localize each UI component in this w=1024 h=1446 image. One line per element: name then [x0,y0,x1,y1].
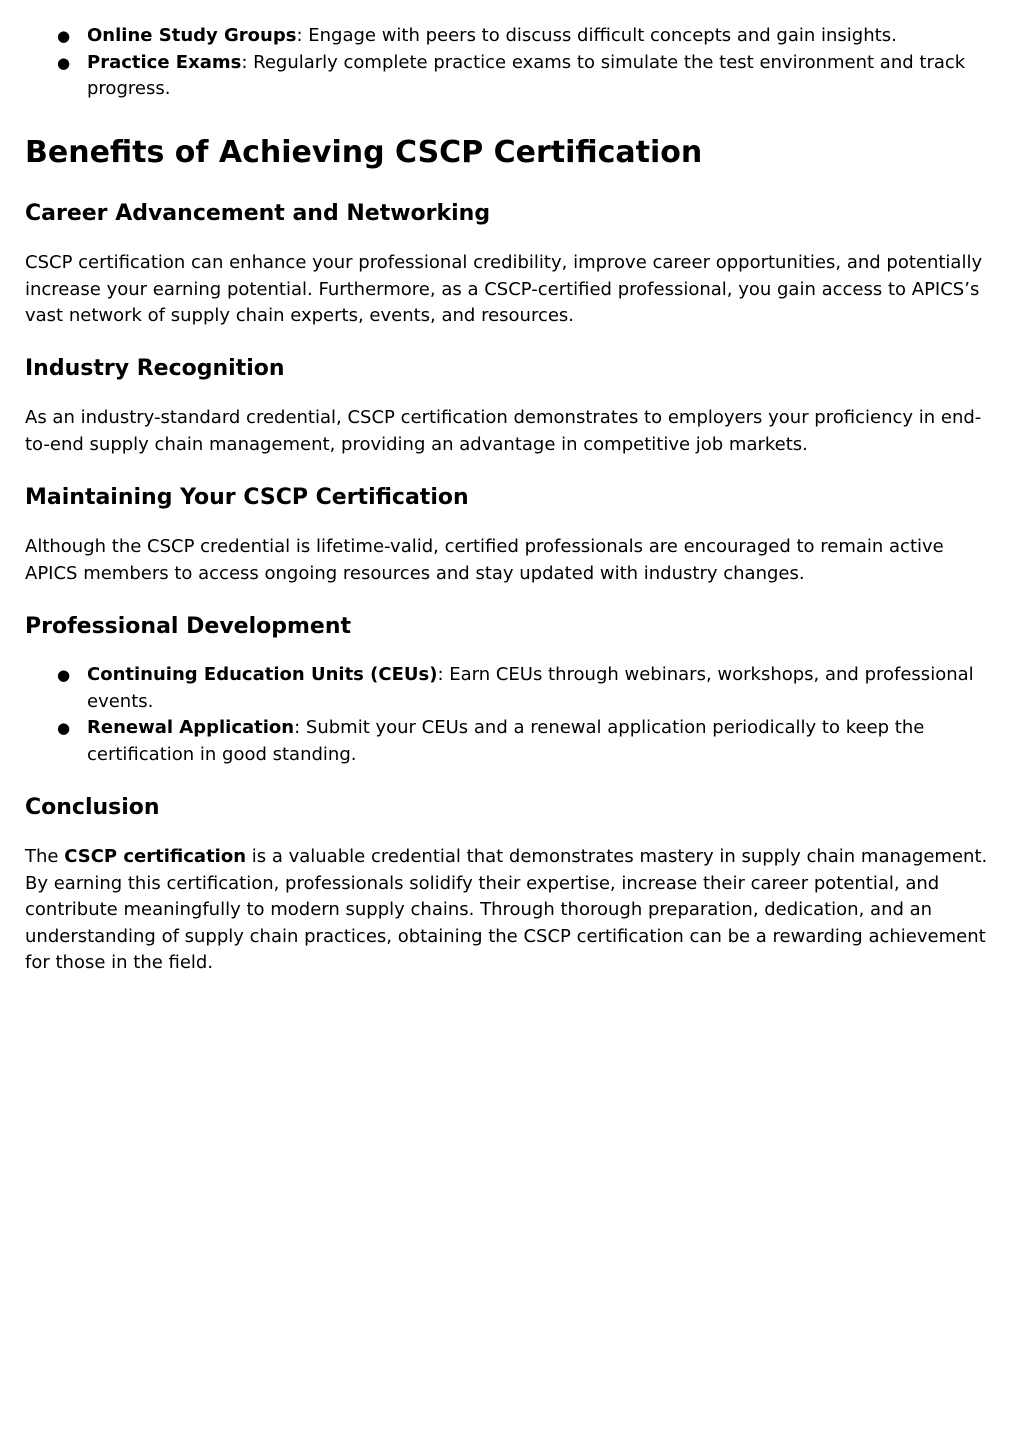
subsection-heading: Maintaining Your CSCP Certification [25,485,469,510]
list-item [57,23,994,50]
paragraph: As an industry-standard credential, CSCP certification demonstrates to employers your proficiency in end-to-end supply chain management, providing an advantage in competitive job markets. [25,407,982,455]
list-item-term: Continuing Education Units (CEUs) [87,664,438,685]
conclusion-prefix: The [25,846,65,867]
bullet-icon: ● [57,27,71,45]
list-item [57,715,994,768]
subsection-heading: Conclusion [25,795,160,820]
paragraph: Although the CSCP credential is lifetime-valid, certified professionals are encouraged to remain active APICS members to access ongoing resources and stay updated with industry changes. [25,536,944,584]
list-item-text: : Earn CEUs through webinars, workshops, and professional events. [87,664,974,712]
paragraph: CSCP certification can enhance your professional credibility, improve career opportunities, and potentially increase your earning potential. Furthermore, as a CSCP-certified professional, you gain access to APICS’s vast network of supply chain experts, events, and resources. [25,252,983,326]
bullet-icon: ● [57,53,71,72]
list-item-term: Renewal Application [87,717,295,738]
list-item [57,662,994,715]
subsection-heading: Professional Development [25,614,352,639]
bullet-icon: ● [57,719,71,737]
conclusion-text: is a valuable credential that demonstrates mastery in supply chain management. By earning this certification, professionals solidify their expertise, increase their career potential, and contribute meaningfully to modern supply chains. Through thorough preparation, dedication, and an understanding of supply chain practices, obtaining the CSCP certification can be a rewarding achievement for those in the field. [25,846,988,973]
conclusion-bold-term: CSCP certification [64,846,247,867]
subsection-heading: Industry Recognition [25,356,285,381]
list-item-term: Practice Exams [87,51,242,73]
subsection-heading: Career Advancement and Networking [25,201,491,226]
professional-development-list [25,662,994,768]
paragraph [25,844,994,977]
section-title: Benefits of Achieving CSCP Certification [25,135,703,170]
list-item-text: : Submit your CEUs and a renewal application periodically to keep the certification in good standing. [87,717,925,765]
study-resources-list [25,23,994,103]
bullet-icon: ● [57,666,71,684]
list-item-term: Online Study Groups [87,25,297,46]
list-item-text: : Engage with peers to discuss difficult concepts and gain insights. [296,25,897,46]
list-item-text: : Regularly complete practice exams to simulate the test environment and track progress. [87,51,966,99]
list-item [57,50,994,103]
